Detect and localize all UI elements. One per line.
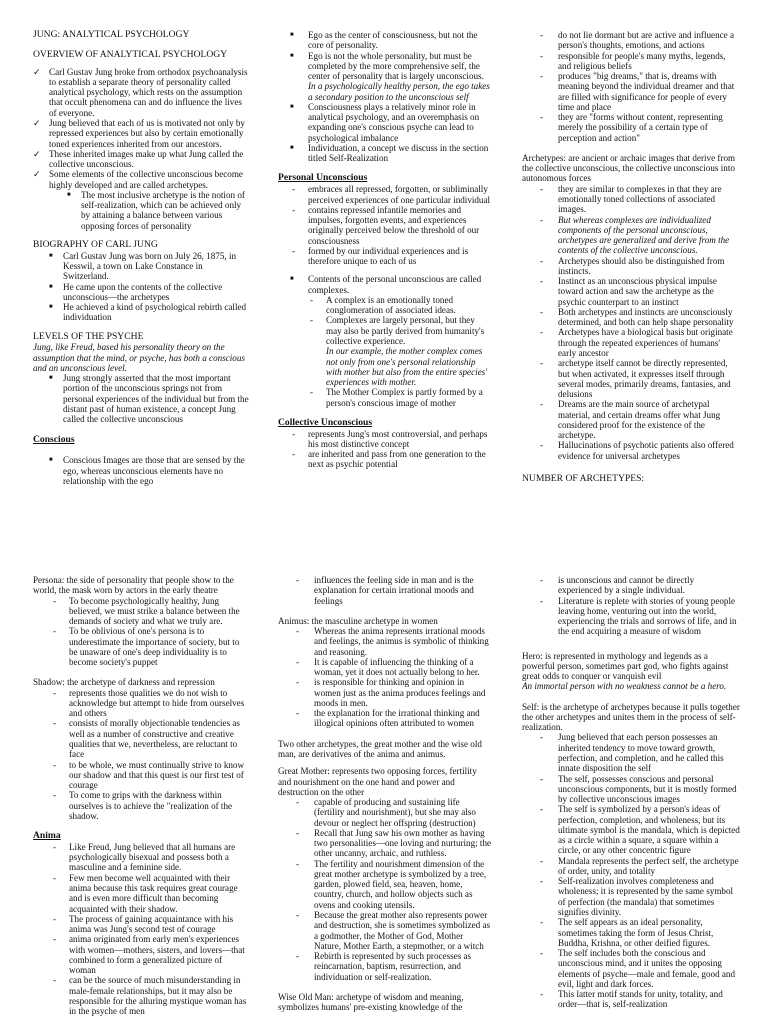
bottom-column-2 xyxy=(278,575,492,1024)
bullet-marker: - xyxy=(540,440,544,451)
top-column-1 xyxy=(33,30,249,510)
bullet-marker: - xyxy=(296,626,300,637)
bullet-text: Recall that Jung saw his own mother as having two personalities—one loving and nurturing; the other uncanny, archaic, and ruthless. xyxy=(314,827,492,859)
bullet-marker: - xyxy=(310,387,314,398)
bullet-marker: ■ xyxy=(290,103,294,110)
bullet-item xyxy=(278,387,492,408)
bullet-text: Consciousness plays a relatively minor role in analytical psychology, and an overemphasis on expanding one's conscious psyche can lead to psychological imbalance xyxy=(308,101,480,143)
bullet-text: Archetypes should also be distinguished from instincts. xyxy=(558,255,725,276)
bullet-item xyxy=(278,102,492,143)
bullet-marker: - xyxy=(540,855,544,866)
section-heading: JUNG: ANALYTICAL PSYCHOLOGY xyxy=(33,30,190,40)
bullet-item xyxy=(33,842,249,873)
bullet-item xyxy=(33,118,249,149)
paragraph: An immortal person with no weakness cannot be a hero. xyxy=(522,681,727,692)
bullet-marker: - xyxy=(540,327,544,338)
bullet-text: contains repressed infantile memories and impulses, forgotten events, and experiences originally perceived below the threshold of our consciousness xyxy=(308,204,480,246)
bullet-item xyxy=(278,295,492,316)
bullet-text: This latter motif stands for unity, totality, and order—that is, self-realization xyxy=(558,989,723,1010)
bullet-item xyxy=(33,626,249,667)
bullet-item xyxy=(278,30,492,51)
bullet-text: archetype itself cannot be directly represented, but when activated, it expresses itself through several modes, primarily dreams, fantasies, and delusions xyxy=(558,358,731,400)
bullet-text: embraces all repressed, forgotten, or subliminally perceived experiences of one particular individual xyxy=(308,184,491,205)
bullet-marker: - xyxy=(540,773,544,784)
bullet-marker: ✓ xyxy=(33,117,41,128)
paragraph: In a psychologically healthy person, the ego takes a secondary position to the unconscious self xyxy=(308,81,490,102)
bullet-marker: - xyxy=(53,913,57,924)
section-heading: NUMBER OF ARCHETYPES: xyxy=(522,472,645,484)
bullet-item xyxy=(278,910,492,951)
bullet-item xyxy=(522,856,740,877)
bullet-marker: ■ xyxy=(49,304,53,311)
bullet-marker: - xyxy=(53,687,57,698)
bullet-item xyxy=(33,914,249,935)
bullet-marker: - xyxy=(540,255,544,266)
bullet-item xyxy=(33,149,249,170)
bullet-text: capable of producing and sustaining life (fertility and nourishment), but she may also devour or neglect her offspring (destruction) xyxy=(314,797,476,828)
bullet-marker: - xyxy=(53,841,57,852)
bullet-text: can be the source of much misunderstanding in male-female relationships, but it may also be responsible for the alluring mystique woman has in the psyche of men xyxy=(69,975,247,1017)
bullet-text: Contents of the personal unconscious are called complexes. xyxy=(308,274,482,295)
bullet-text: Ego as the center of consciousness, but not the core of personality. xyxy=(308,30,478,51)
bullet-text: Archetypes have a biological basis but originate through the repeated experiences of humans' early ancestor xyxy=(558,327,733,358)
bullet-marker: - xyxy=(53,790,57,801)
bullet-marker: - xyxy=(540,595,544,606)
bullet-text: Conscious Images are those that are sensed by the ego, whereas unconscious elements have no relationship with the ego xyxy=(63,455,245,486)
bullet-text: The process of gaining acquaintance with his anima was Jung's second test of courage xyxy=(69,913,234,935)
bullet-item xyxy=(522,774,740,805)
bullet-item xyxy=(278,626,492,657)
bullet-item xyxy=(522,989,740,1010)
bullet-item xyxy=(522,575,740,596)
bullet-item xyxy=(522,440,740,461)
bullet-item xyxy=(278,246,492,267)
bullet-text: Rebirth is represented by such processes as reincarnation, baptism, resurrection, and individuation or self-realization. xyxy=(314,951,472,982)
bullet-marker: - xyxy=(540,575,544,585)
bullet-text: Mandala represents the perfect self, the archetype of order, unity, and totality xyxy=(558,855,739,876)
bullet-marker: - xyxy=(540,804,544,815)
bullet-marker: - xyxy=(540,399,544,410)
paragraph: Archetypes: are ancient or archaic images that derive from the collective unconscious, the collective unconscious into autonomous forces xyxy=(522,152,736,184)
bullet-text: The most inclusive archetype is the notion of self-realization, which can be achieved only by attaining a balance between various opposing forces of personality xyxy=(81,189,245,231)
bullet-item xyxy=(278,184,492,205)
bullet-marker: - xyxy=(53,975,57,986)
bullet-marker: - xyxy=(540,112,544,123)
bullet-marker: - xyxy=(540,306,544,317)
bullet-text: The self is symbolized by a person's ideas of perfection, completion, and wholeness, but its ultimate symbol is the mandala, which is depicted as a circle within a square, a square within a circle, or any other concentric figure xyxy=(558,804,740,856)
section-heading: Collective Unconscious xyxy=(278,416,373,428)
bullet-item xyxy=(522,804,740,855)
bullet-marker: ■ xyxy=(67,191,71,198)
paragraph: Shadow: the archetype of darkness and repression xyxy=(33,677,215,688)
bullet-item xyxy=(522,307,740,328)
paragraph: Self: is the archetype of archetypes because it pulls together the other archetypes and unites them in the process of self-realization. xyxy=(522,701,740,733)
bullet-marker: - xyxy=(540,276,544,287)
bullet-text: Jung believed that each of us is motivated not only by repressed experiences but also by certain emotionally toned experiences inherited from our ancestors. xyxy=(49,117,245,149)
bullet-marker: - xyxy=(292,204,296,215)
bullet-marker: - xyxy=(540,948,544,959)
bullet-marker: - xyxy=(296,656,300,667)
bullet-text: Hallucinations of psychotic patients also offered evidence for universal archetypes xyxy=(558,440,734,461)
bullet-text: The fertility and nourishment dimension of the great mother archetype is symbolized by a tree, garden, plowed field, sea, heaven, home, country, church, and hollow objects such as ovens and cooking utensils. xyxy=(314,858,487,910)
bullet-marker: - xyxy=(540,989,544,1000)
bullet-text: consists of morally objectionable tendencies as well as a number of constructive and creative qualities that we, nevertheless, are reluctant to face xyxy=(69,718,240,760)
bullet-text: is unconscious and cannot be directly experienced by a single individual. xyxy=(558,575,695,596)
top-column-2 xyxy=(278,30,492,510)
bullet-text: To be oblivious of one's persona is to underestimate the importance of society, but to be unaware of one's deep individuality is to become society's puppet xyxy=(69,626,240,668)
bullet-item xyxy=(278,708,492,729)
bullet-text: formed by our individual experiences and is therefore unique to each of us xyxy=(308,245,469,267)
bullet-item xyxy=(522,948,740,989)
bullet-item xyxy=(33,760,249,791)
bullet-marker: - xyxy=(296,909,300,920)
section-heading: BIOGRAPHY OF CARL JUNG xyxy=(33,238,158,250)
bullet-text: the explanation for the irrational thinking and illogical opinions often attributed to women xyxy=(314,708,480,729)
bullet-item xyxy=(522,112,740,143)
bullet-item xyxy=(522,876,740,917)
bullet-item xyxy=(33,790,249,821)
bullet-marker: - xyxy=(310,315,314,326)
bullet-text: to be whole, we must continually strive to know our shadow and that this quest is our first test of courage xyxy=(69,759,245,791)
bullet-text: Whereas the anima represents irrational moods and feelings, the animus is symbolic of thinking and reasoning. xyxy=(314,626,489,657)
bullet-marker: ■ xyxy=(49,375,53,382)
bullet-item xyxy=(522,399,740,440)
bullet-marker: - xyxy=(540,876,544,887)
bullet-text: Jung strongly asserted that the most important portion of the unconscious springs not from personal experiences of the individual but from the distant past of human existence, a concept Jung called the collective unconscious xyxy=(63,373,249,425)
bullet-marker: ✓ xyxy=(33,169,41,180)
bullet-marker: - xyxy=(296,951,300,962)
bullet-item xyxy=(278,828,492,859)
bullet-item xyxy=(522,215,740,256)
bullet-marker: ■ xyxy=(290,32,294,38)
bullet-marker: - xyxy=(296,858,300,869)
bullet-item xyxy=(522,71,740,112)
bullet-item xyxy=(278,449,492,470)
bullet-text: anima originated from early men's experiences with women—mothers, sisters, and lovers—that combined to form a generalized picture of woman xyxy=(69,934,245,976)
bullet-item xyxy=(278,51,492,82)
paragraph: Jung, like Freud, based his personality theory on the assumption that the mind, or psyche, has both a conscious and an unconscious level. xyxy=(33,342,245,373)
bullet-item xyxy=(278,429,492,450)
bullet-item xyxy=(522,358,740,399)
bottom-column-3 xyxy=(522,575,740,1024)
bullet-marker: - xyxy=(53,872,57,883)
bullet-marker: ■ xyxy=(290,144,294,151)
paragraph: Wise Old Man: archetype of wisdom and meaning, symbolizes humans' pre-existing knowledge of the xyxy=(278,991,464,1013)
bullet-item xyxy=(522,184,740,215)
bullet-text: Because the great mother also represents power and destruction, she is sometimes symbolized as a godmother, the Mother of God, Mother Nature, Mother Earth, a stepmother, or a witch xyxy=(314,909,491,951)
bullet-marker: - xyxy=(53,934,57,945)
bullet-marker: - xyxy=(296,797,300,808)
bullet-text: The self, possesses conscious and personal unconscious components, but it is mostly formed by collective unconscious images xyxy=(558,773,737,805)
bullet-text: It is capable of influencing the thinking of a woman, yet it does not actually belong to her. xyxy=(314,656,480,678)
bullet-marker: ■ xyxy=(290,52,294,59)
section-heading: OVERVIEW OF ANALYTICAL PSYCHOLOGY xyxy=(33,48,228,60)
paragraph: Two other archetypes, the great mother and the wise old man, are derivatives of the anima and animus. xyxy=(278,738,482,759)
bullet-marker: - xyxy=(292,184,296,195)
bullet-item xyxy=(33,373,249,424)
bullet-text: Some elements of the collective unconscious become highly developed and are called archetypes. xyxy=(49,169,243,190)
bullet-marker: - xyxy=(292,245,296,256)
bullet-text: Dreams are the main source of archetypal material, and certain dreams offer what Jung considered proof for the existence of the archetype. xyxy=(558,399,721,441)
bullet-text: they are "forms without content, representing merely the possibility of a certain type of perception and action" xyxy=(558,112,723,143)
bullet-item xyxy=(278,315,492,346)
bullet-text: But whereas complexes are individualized components of the personal unconscious, archetypes are generalized and derive from the contents of the collective unconscious. xyxy=(558,214,730,256)
bullet-text: The Mother Complex is partly formed by a person's conscious image of mother xyxy=(326,387,483,408)
bullet-text: Like Freud, Jung believed that all humans are psychologically bisexual and possess both a masculine and a feminine side. xyxy=(69,841,236,873)
bullet-marker: - xyxy=(540,358,544,369)
bullet-text: To become psychologically healthy, Jung believed, we must strike a balance between the demands of society and what we truly are. xyxy=(69,595,240,627)
bullet-text: is responsible for thinking and opinion in women just as the anima produces feelings and moods in men. xyxy=(314,677,486,708)
bullet-text: represents Jung's most controversial, and perhaps his most distinctive concept xyxy=(308,428,488,449)
bullet-marker: - xyxy=(540,71,544,82)
bullet-item xyxy=(33,302,249,323)
section-heading: LEVELS OF THE PSYCHE xyxy=(33,330,144,342)
bullet-item xyxy=(33,282,249,303)
bullet-marker: - xyxy=(296,708,300,719)
bullet-item xyxy=(278,143,492,164)
paragraph: Great Mother: represents two opposing forces, fertility and nourishment on the one hand and power and destruction on the other xyxy=(278,766,477,797)
paragraph: Hero: is represented in mythology and legends as a powerful person, sometimes part god, who fights against great odds to conquer or vanquish evil xyxy=(522,650,729,682)
bullet-item xyxy=(33,455,249,486)
bullet-item xyxy=(33,169,249,190)
bullet-marker: ✓ xyxy=(33,148,41,159)
bullet-text: responsible for people's many myths, legends, and religious beliefs xyxy=(558,50,726,71)
bullet-text: are inherited and pass from one generation to the next as psychic potential xyxy=(308,449,486,470)
bullet-item xyxy=(33,873,249,914)
bullet-marker: - xyxy=(292,428,296,439)
bullet-marker: - xyxy=(53,718,57,729)
bullet-marker: - xyxy=(296,575,300,585)
bullet-item xyxy=(278,951,492,982)
bullet-item xyxy=(522,51,740,72)
bullet-marker: - xyxy=(540,214,544,225)
bullet-text: The self includes both the conscious and unconscious mind, and it unites the opposing elements of psyche—male and female, good and evil, light and dark forces. xyxy=(558,948,736,989)
bullet-item xyxy=(522,596,740,637)
bullet-text: Both archetypes and instincts are unconsciously determined, and both can help shape personality xyxy=(558,306,734,328)
bullet-marker: - xyxy=(540,917,544,928)
bullet-item xyxy=(278,859,492,910)
bullet-item xyxy=(522,917,740,948)
bullet-text: they are similar to complexes in that they are emotionally toned collections of associated images. xyxy=(558,183,722,215)
section-heading: Conscious xyxy=(33,433,75,445)
bullet-marker: - xyxy=(292,449,296,460)
bullet-text: Self-realization involves completeness and wholeness; it is represented by the same symbol of perfection (the mandala) that sometimes signifies divinity. xyxy=(558,876,734,917)
bullet-marker: - xyxy=(296,827,300,838)
paragraph: Animus: the masculine archetype in women xyxy=(278,615,438,626)
bullet-item xyxy=(33,934,249,975)
bullet-text: The self appears as an ideal personality, sometimes taking the form of Jesus Christ, Buddha, Krishna, or other deified figures. xyxy=(558,917,714,948)
bullet-item xyxy=(278,657,492,678)
bullet-text: produces "big dreams," that is, dreams with meaning beyond the individual dreamer and that are filled with significance for people of every time and place xyxy=(558,71,735,112)
bullet-marker: - xyxy=(53,595,57,606)
bullet-item xyxy=(522,732,740,773)
bullet-marker: ✓ xyxy=(33,66,41,77)
bullet-text: Complexes are largely personal, but they may also be partly derived from humanity's collective experience. xyxy=(326,315,485,346)
bullet-text: Individuation, a concept we discuss in the section titled Self-Realization xyxy=(308,142,489,164)
bullet-text: Literature is replete with stories of young people leaving home, venturing out into the world, experiencing the trials and sorrows of life, and in the end acquiring a measure of wisdom xyxy=(558,595,737,637)
bullet-marker: - xyxy=(540,50,544,61)
bullet-item xyxy=(33,596,249,627)
bullet-marker: - xyxy=(296,677,300,688)
bullet-text: Carl Gustav Jung broke from orthodox psychoanalysis to establish a separate theory of personality called analytical psychology, which rests on the assumption that occult phenomena can and do influence the lives of everyone. xyxy=(49,66,248,118)
bullet-text: Ego is not the whole personality, but must be completed by the more comprehensive self, the center of personality that is largely unconscious. xyxy=(308,50,484,82)
bullet-text: influences the feeling side in man and is the explanation for certain irrational moods and feelings xyxy=(314,575,474,606)
bullet-marker: ■ xyxy=(49,283,53,290)
bullet-text: Jung believed that each person possesses an inherited tendency to move toward growth, perfection, and completion, and he called this innate disposition the self xyxy=(558,732,724,774)
bullet-text: He achieved a kind of psychological rebirth called individuation xyxy=(63,302,247,323)
bullet-marker: - xyxy=(540,732,544,743)
bullet-item xyxy=(33,688,249,719)
section-heading: Anima xyxy=(33,830,61,842)
bullet-item xyxy=(278,575,492,606)
bullet-item xyxy=(278,797,492,828)
bullet-item xyxy=(33,190,249,231)
bullet-text: Few men become well acquainted with their anima because this task requires great courage and is even more difficult than becoming acquainted with their shadow. xyxy=(69,872,238,914)
bullet-text: represents those qualities we do not wish to acknowledge but attempt to hide from ourselves and others xyxy=(69,687,245,719)
bullet-marker: - xyxy=(310,294,314,305)
bullet-text: He came upon the contents of the collective unconscious—the archetypes xyxy=(63,281,223,302)
bottom-column-1 xyxy=(33,575,249,1024)
bullet-text: To come to grips with the darkness within ourselves is to achieve the "realization of the shadow. xyxy=(69,790,233,821)
bullet-item xyxy=(522,276,740,307)
bullet-marker: - xyxy=(53,626,57,637)
paragraph: In our example, the mother complex comes not only from one's personal relationship with mother but also from the entire species' experiences with mother. xyxy=(326,346,488,388)
top-column-3 xyxy=(522,30,740,510)
bullet-item xyxy=(33,718,249,759)
bullet-item xyxy=(278,677,492,708)
bullet-item xyxy=(33,251,249,282)
bullet-marker: ■ xyxy=(49,457,53,464)
bullet-text: A complex is an emotionally toned conglomeration of associated ideas. xyxy=(326,294,456,316)
bullet-item xyxy=(33,67,249,118)
bullet-item xyxy=(278,205,492,246)
bullet-item xyxy=(522,327,740,358)
bullet-item xyxy=(278,274,492,295)
paragraph: Persona: the side of personality that people show to the world, the mask worn by actors in the early theatre xyxy=(33,575,234,596)
bullet-marker: - xyxy=(53,759,57,770)
bullet-item xyxy=(522,256,740,277)
bullet-item xyxy=(33,975,249,1016)
bullet-marker: ■ xyxy=(49,252,53,259)
bullet-text: Carl Gustav Jung was born on July 26, 1875, in Kesswil, a town on Lake Constance in Switzerland. xyxy=(63,250,237,282)
bullet-item xyxy=(522,30,740,51)
bullet-marker: ■ xyxy=(290,276,294,283)
bullet-marker: - xyxy=(540,30,544,40)
bullet-text: Instinct as an unconscious physical impulse toward action and saw the archetype as the psychic counterpart to an instinct xyxy=(558,276,717,307)
bullet-text: do not lie dormant but are active and influence a person's thoughts, emotions, and actions xyxy=(558,30,734,51)
bullet-text: These inherited images make up what Jung called the collective unconscious. xyxy=(49,148,244,170)
bullet-marker: - xyxy=(540,183,544,194)
section-heading: Personal Unconscious xyxy=(278,172,368,184)
